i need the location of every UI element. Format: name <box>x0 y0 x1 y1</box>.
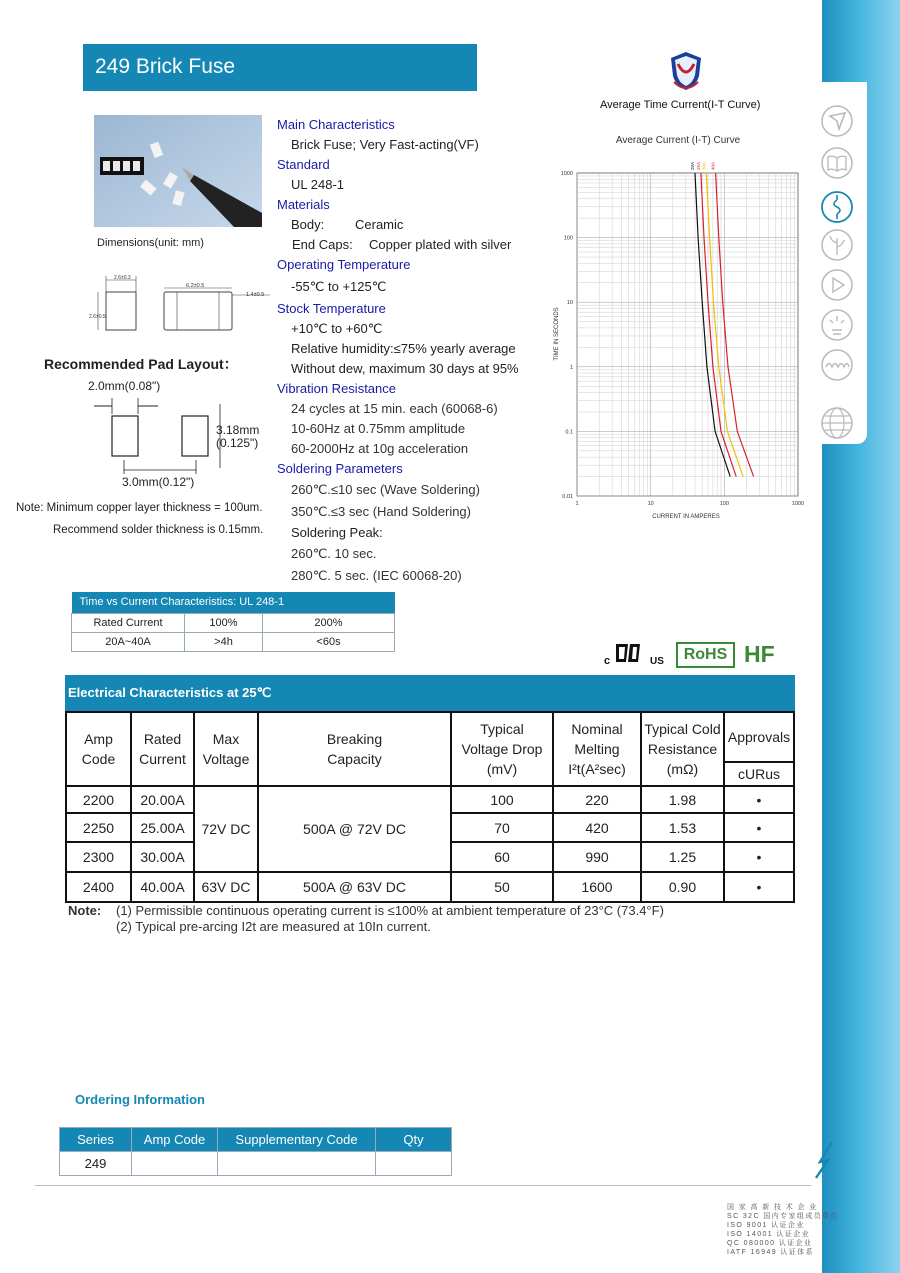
tvc-header-100: 100% <box>185 613 263 632</box>
spec-body-value: Ceramic <box>355 217 404 232</box>
y-tick-label: 1 <box>569 364 573 371</box>
dimensions-caption: Dimensions(unit: mm) <box>97 237 204 249</box>
melt-h2: Melting <box>574 741 620 757</box>
curve-caption: Average Time Current(I-T Curve) <box>600 99 761 111</box>
series-label-30a: 30A <box>701 161 707 170</box>
spec-vibration-heading: Vibration Resistance <box>277 381 396 396</box>
footer-cert-line: 国 家 高 新 技 术 企 业 <box>727 1204 818 1211</box>
spec-endcaps-value: Copper plated with silver <box>369 237 512 252</box>
pad-gap-label: 3.0mm(0.12") <box>122 475 195 489</box>
break-h2: Capacity <box>327 751 382 767</box>
spec-stock-value-2: Relative humidity:≤75% yearly average <box>291 341 516 356</box>
pad-width-label: 2.0mm(0.08") <box>88 379 161 393</box>
rated-h1: Rated <box>143 731 182 747</box>
melt-cell: 420 <box>553 813 641 842</box>
spec-solder-value-3: Soldering Peak: <box>291 525 383 540</box>
footer-divider <box>35 1185 811 1186</box>
chart-x-label: CURRENT IN AMPERES <box>652 514 720 520</box>
arrow-circle-icon <box>820 104 854 138</box>
melt-cell: 990 <box>553 842 641 872</box>
break-h1: Breaking <box>326 731 383 747</box>
spec-optemp-value: -55℃ to +125℃ <box>291 279 387 294</box>
order-header-series: Series <box>60 1128 132 1152</box>
tvc-cell-100: >4h <box>185 632 263 651</box>
tvc-header-rated: Rated Current <box>72 613 185 632</box>
col-approvals: Approvals <box>724 712 794 762</box>
vd-h3: (mV) <box>486 761 518 777</box>
vd-h1: Typical <box>480 721 524 737</box>
fuse-circle-icon <box>820 190 854 224</box>
breaking-group-cell: 500A @ 72V DC <box>258 786 451 872</box>
max-h1: Max <box>212 731 240 747</box>
cold-h3: (mΩ) <box>666 761 699 777</box>
table-row <box>66 872 794 902</box>
col-rated-current <box>131 712 194 786</box>
res-cell: 1.53 <box>641 813 724 842</box>
breaking-cell: 500A @ 63V DC <box>258 872 451 902</box>
tvc-cell-200: <60s <box>263 632 395 651</box>
table-row <box>66 786 794 813</box>
col-curus: cURus <box>724 762 794 786</box>
cold-h1: Typical Cold <box>644 721 721 737</box>
y-tick-label: 0.01 <box>562 494 573 500</box>
pad-height-mm-label: 3.18mm <box>216 423 260 437</box>
chart-y-label: TIME IN SECONDS <box>554 307 560 361</box>
spec-body-row <box>277 215 557 235</box>
spec-main-value: Brick Fuse; Very Fast-acting(VF) <box>291 137 479 152</box>
res-cell: 1.98 <box>641 786 724 813</box>
electrical-notes <box>68 903 664 935</box>
note-2: (2) Typical pre-arcing I2t are measured at 10In current. <box>116 919 431 934</box>
it-curve-chart <box>548 128 810 523</box>
voltage-group-cell: 72V DC <box>194 786 258 872</box>
rated-cell: 30.00A <box>131 842 194 872</box>
series-label-25a: 25A <box>695 161 701 170</box>
series-label-20a: 20A <box>690 161 696 170</box>
dimension-drawing <box>80 272 280 342</box>
globe-circle-icon <box>820 406 854 440</box>
melt-cell: 1600 <box>553 872 641 902</box>
tvc-title: Time vs Current Characteristics: UL 248-1 <box>72 592 395 613</box>
spec-standard-value: UL 248-1 <box>291 177 344 192</box>
hf-badge: HF <box>744 641 775 667</box>
order-cell-series: 249 <box>60 1152 132 1176</box>
res-cell: 0.90 <box>641 872 724 902</box>
spec-stock-value-3: Without dew, maximum 30 days at 95% <box>291 361 519 376</box>
chart-title: Average Current (I-T) Curve <box>615 135 741 146</box>
table-row <box>72 632 395 651</box>
spec-endcaps-row <box>277 235 557 255</box>
ordering-table <box>59 1127 452 1176</box>
approval-cell: • <box>724 842 794 872</box>
y-tick-label: 10 <box>566 300 573 307</box>
play-circle-icon <box>820 268 854 302</box>
note-1: (1) Permissible continuous operating current is ≤100% at ambient temperature of 23°C (73.4°F) <box>116 903 664 918</box>
pad-note-2: Recommend solder thickness is 0.15mm. <box>53 524 264 536</box>
footer-cert-line: SC 32C 国内专家组成员单位 <box>727 1213 839 1220</box>
spec-optemp-heading: Operating Temperature <box>277 257 411 272</box>
note-label: Note: <box>68 903 102 918</box>
spec-solder-value-4: 260℃. 10 sec. <box>291 546 377 561</box>
rated-cell: 25.00A <box>131 813 194 842</box>
footer-cert-line: IATF 16949 认证体系 <box>727 1249 815 1256</box>
spec-solder-value-1: 260℃.≤10 sec (Wave Soldering) <box>291 482 480 497</box>
spec-standard-heading: Standard <box>277 157 330 172</box>
spec-materials-heading: Materials <box>277 197 330 212</box>
amp-cell: 2300 <box>66 842 131 872</box>
col-breaking-capacity <box>258 712 451 786</box>
approval-cell: • <box>724 786 794 813</box>
x-tick-label: 1000 <box>791 501 805 507</box>
approval-cell: • <box>724 872 794 902</box>
footer-cert-line: ISO 9001 认证企业 <box>727 1222 805 1229</box>
spec-vibration-value-3: 60-2000Hz at 10g acceleration <box>291 441 469 456</box>
spec-stock-heading: Stock Temperature <box>277 301 386 316</box>
spec-body-label: Body: <box>291 217 325 232</box>
pad-height-in-label: (0.125") <box>216 436 259 450</box>
page-title: 249 Brick Fuse <box>83 44 477 91</box>
amp-cell: 2250 <box>66 813 131 842</box>
melt-h3: I²t(A²sec) <box>568 761 626 777</box>
pad-layout-title: Recommended Pad Layout： <box>44 356 238 372</box>
order-header-qty: Qty <box>376 1128 452 1152</box>
footer-certifications <box>727 1203 839 1257</box>
order-cell-supp <box>218 1152 376 1176</box>
order-header-supp: Supplementary Code <box>218 1128 376 1152</box>
dim-label-4: 2.6±0.5 <box>89 314 106 320</box>
rated-cell: 20.00A <box>131 786 194 813</box>
vd-cell: 50 <box>451 872 553 902</box>
lightning-icon <box>808 1140 844 1180</box>
cold-h2: Resistance <box>647 741 718 757</box>
pad-note-1: Note: Minimum copper layer thickness = 100um. <box>16 502 263 514</box>
tvc-header-200: 200% <box>263 613 395 632</box>
chart-series-labels <box>690 162 716 170</box>
electrical-title: Electrical Characteristics at 25℃ <box>65 675 795 711</box>
x-tick-label: 10 <box>647 501 654 507</box>
spec-vibration-value-2: 10-60Hz at 0.75mm amplitude <box>291 421 466 436</box>
col-voltage-drop <box>451 712 553 786</box>
dim-label-3: 1.4±0.5 <box>246 292 265 298</box>
vd-cell: 100 <box>451 786 553 813</box>
product-photo <box>94 115 262 227</box>
col-melting <box>553 712 641 786</box>
table-row <box>72 613 395 632</box>
approval-cell: • <box>724 813 794 842</box>
chart-grid <box>577 173 798 496</box>
rated-cell: 40.00A <box>131 872 194 902</box>
chart-plot-area <box>577 173 798 496</box>
x-tick-label: 100 <box>719 501 729 507</box>
vd-cell: 60 <box>451 842 553 872</box>
dim-label-1: 2.6±0.3 <box>114 275 131 281</box>
plant-circle-icon <box>820 228 854 262</box>
amp-h1: Amp <box>84 731 113 747</box>
max-h2: Voltage <box>202 751 250 767</box>
dim-label-2: 6.2±0.5 <box>186 283 205 289</box>
amp-cell: 2200 <box>66 786 131 813</box>
light-circle-icon <box>820 308 854 342</box>
coil-circle-icon <box>820 348 854 382</box>
res-cell: 1.25 <box>641 842 724 872</box>
y-tick-label: 0.1 <box>565 429 573 436</box>
rated-h2: Current <box>139 751 186 767</box>
spec-solder-value-2: 350℃.≤3 sec (Hand Soldering) <box>291 504 471 519</box>
footer-cert-line: ISO 14001 认证企业 <box>727 1231 811 1238</box>
pad-layout-drawing <box>86 376 286 491</box>
col-amp-code <box>66 712 131 786</box>
rohs-badge: RoHS <box>676 642 735 668</box>
company-logo-shield-icon <box>668 50 704 92</box>
spec-main-heading: Main Characteristics <box>277 117 395 132</box>
book-circle-icon <box>820 146 854 180</box>
y-tick-label: 1000 <box>560 171 573 177</box>
cul-us-text: US <box>650 656 664 667</box>
spec-vibration-value-1: 24 cycles at 15 min. each (60068-6) <box>291 401 498 416</box>
x-tick-label: 1 <box>575 501 579 507</box>
col-max-voltage <box>194 712 258 786</box>
time-current-table <box>71 592 395 652</box>
melt-cell: 220 <box>553 786 641 813</box>
spec-solder-value-5: 280℃. 5 sec. (IEC 60068-20) <box>291 568 462 583</box>
electrical-table <box>65 711 795 903</box>
ordering-title: Ordering Information <box>75 1092 205 1107</box>
tvc-cell-rated: 20A~40A <box>72 632 185 651</box>
vd-h2: Voltage Drop <box>461 741 543 757</box>
order-cell-amp <box>132 1152 218 1176</box>
col-cold-resistance <box>641 712 724 786</box>
specifications <box>277 115 557 586</box>
voltage-cell: 63V DC <box>194 872 258 902</box>
order-cell-qty <box>376 1152 452 1176</box>
melt-h1: Nominal <box>571 721 623 737</box>
series-label-40a: 40A <box>710 161 716 170</box>
footer-cert-line: QC 080000 认证企业 <box>727 1240 813 1247</box>
amp-h2: Code <box>81 751 116 767</box>
spec-solder-heading: Soldering Parameters <box>277 461 403 476</box>
table-row <box>60 1152 452 1176</box>
vd-cell: 70 <box>451 813 553 842</box>
order-header-amp: Amp Code <box>132 1128 218 1152</box>
spec-stock-value-1: +10℃ to +60℃ <box>291 321 383 336</box>
spec-endcaps-label: End Caps: <box>292 237 353 252</box>
cul-c-text: c <box>604 655 611 667</box>
cul-us-logo <box>604 640 668 668</box>
amp-cell: 2400 <box>66 872 131 902</box>
y-tick-label: 100 <box>563 235 573 242</box>
